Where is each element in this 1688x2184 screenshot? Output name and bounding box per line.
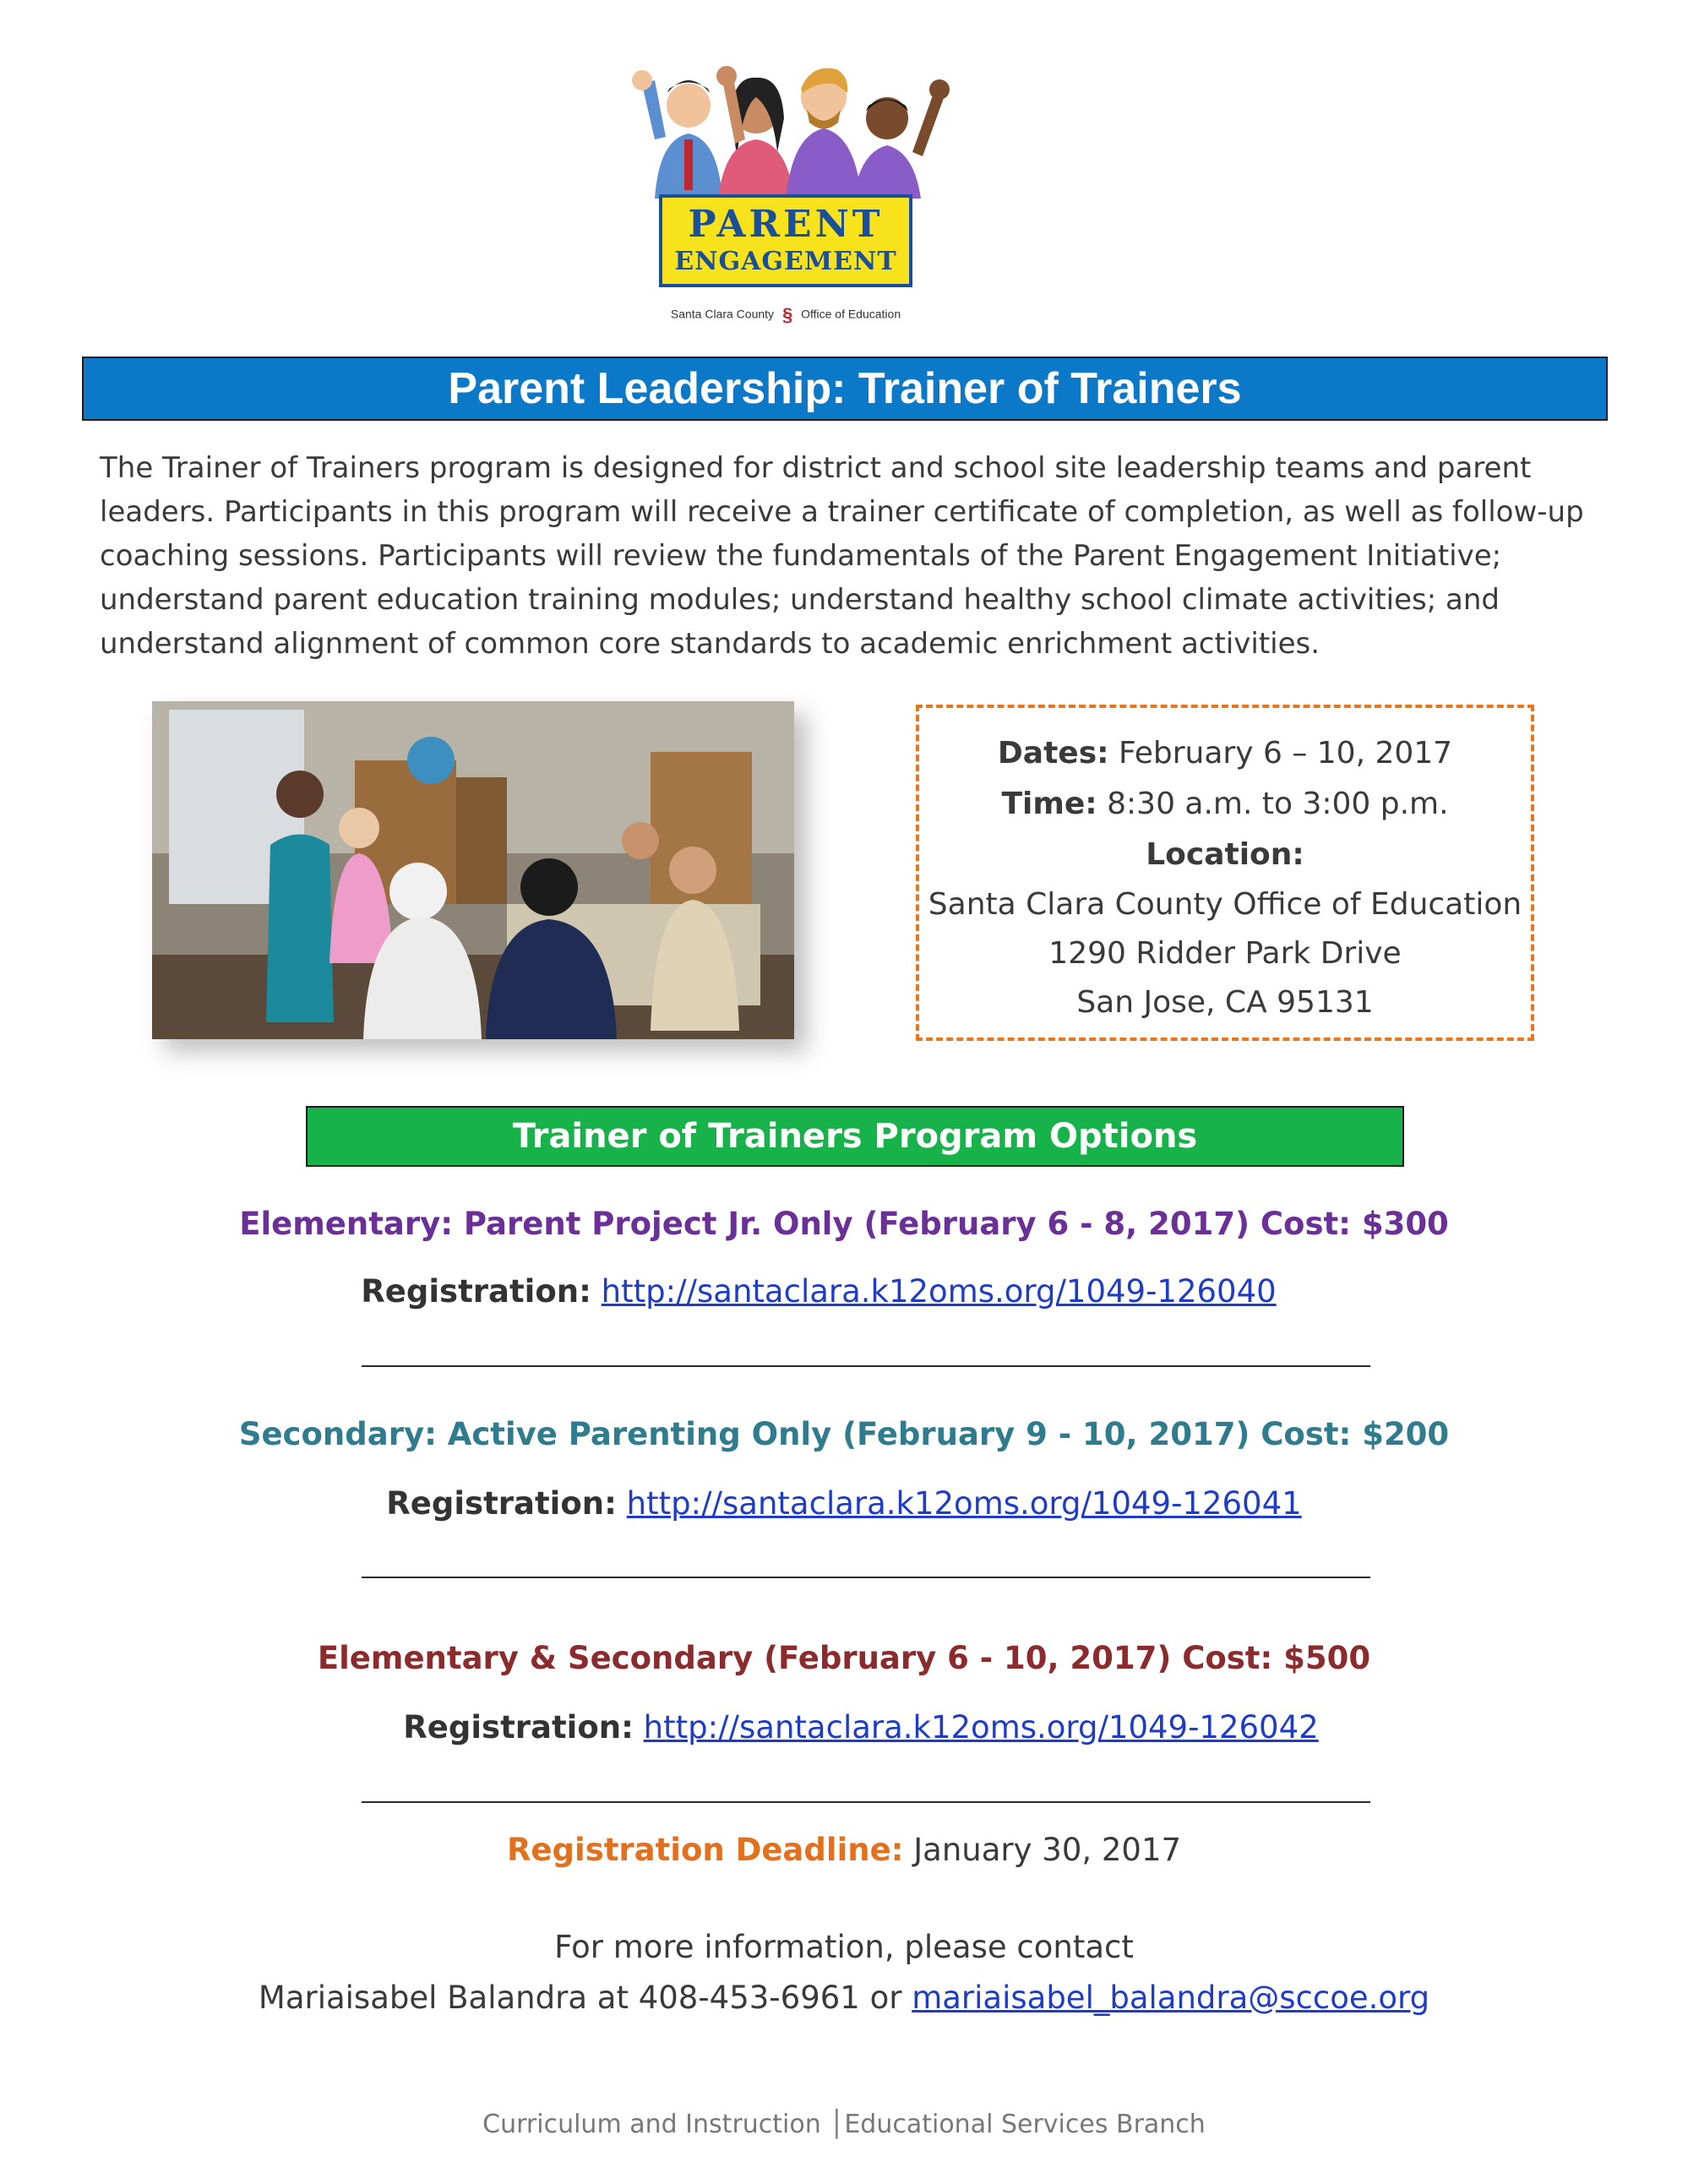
- address-line-1: Santa Clara County Office of Education: [928, 887, 1522, 922]
- page-title: Parent Leadership: Trainer of Trainers: [82, 357, 1608, 421]
- dates-label: Dates:: [997, 736, 1109, 771]
- option-elementary-title: Elementary: Parent Project Jr. Only (February 6 - 8, 2017) Cost: $300: [239, 1206, 1449, 1242]
- divider: [362, 1577, 1370, 1578]
- registration-deadline: [0, 1832, 1688, 1868]
- registration-label: Registration:: [361, 1273, 591, 1310]
- logo-word-parent: PARENT: [688, 203, 884, 246]
- deadline-value: January 30, 2017: [913, 1832, 1182, 1868]
- logo-org-right: Office of Education: [801, 307, 901, 321]
- contact-email-link[interactable]: mariaisabel_balandra@sccoe.org: [912, 1980, 1430, 2016]
- logo-org-left: Santa Clara County: [670, 307, 775, 321]
- time-value: 8:30 a.m. to 3:00 p.m.: [1107, 787, 1449, 821]
- option-secondary-registration: [0, 1485, 1688, 1522]
- cartoon-people-illustration: [608, 59, 963, 203]
- training-session-photo: [152, 701, 794, 1039]
- registration-link-combined[interactable]: http://santaclara.k12oms.org/1049-126042: [643, 1709, 1319, 1746]
- option-secondary-title: Secondary: Active Parenting Only (February 9 - 10, 2017) Cost: $200: [238, 1416, 1450, 1452]
- divider: [362, 1365, 1370, 1367]
- time-line: [919, 779, 1531, 830]
- registration-label: Registration:: [403, 1709, 634, 1746]
- logo-word-engagement: ENGAGEMENT: [674, 247, 897, 276]
- dates-value: February 6 – 10, 2017: [1119, 736, 1453, 771]
- time-label: Time:: [1001, 787, 1097, 821]
- parent-engagement-logo: [608, 59, 963, 338]
- divider: [362, 1801, 1370, 1803]
- logo-sign: [659, 194, 912, 287]
- contact-intro: For more information, please contact: [554, 1929, 1134, 1965]
- registration-link-secondary[interactable]: http://santaclara.k12oms.org/1049-126041: [626, 1485, 1302, 1522]
- contact-details: [0, 1980, 1688, 2016]
- event-info-box: [916, 705, 1534, 1041]
- torch-icon: §: [781, 304, 793, 325]
- address-line-3: San Jose, CA 95131: [1076, 985, 1374, 1020]
- registration-label: Registration:: [386, 1485, 617, 1522]
- program-options-heading: Trainer of Trainers Program Options: [306, 1106, 1404, 1167]
- contact-name-phone: Mariaisabel Balandra at 408-453-6961 or: [258, 1980, 902, 2016]
- option-combined-title: Elementary & Secondary (February 6 - 10, 2017) Cost: $500: [317, 1640, 1371, 1676]
- location-label-line: [919, 830, 1531, 880]
- address-line-2: 1290 Ridder Park Drive: [1048, 936, 1402, 971]
- option-combined-registration: [17, 1709, 1688, 1746]
- option-elementary-registration: [0, 1273, 1663, 1310]
- deadline-label: Registration Deadline:: [506, 1832, 904, 1868]
- page-footer: Curriculum and Instruction │Educational Services Branch: [482, 2110, 1206, 2139]
- registration-link-elementary[interactable]: http://santaclara.k12oms.org/1049-126040: [601, 1273, 1277, 1310]
- dates-line: [919, 728, 1531, 779]
- intro-paragraph: The Trainer of Trainers program is designed for district and school site leadership teams and parent leaders. Participants in this program will receive a trainer certificate of completion, as well as follow-up coaching sessions. Participants will review the fundamentals of the Parent Engagement Initiative; understand parent education training modules; understand healthy school climate activities; and understand alignment of common core standards to academic enrichment activities.: [100, 451, 1584, 661]
- logo-organization: [608, 304, 963, 326]
- location-label: Location:: [1146, 837, 1304, 872]
